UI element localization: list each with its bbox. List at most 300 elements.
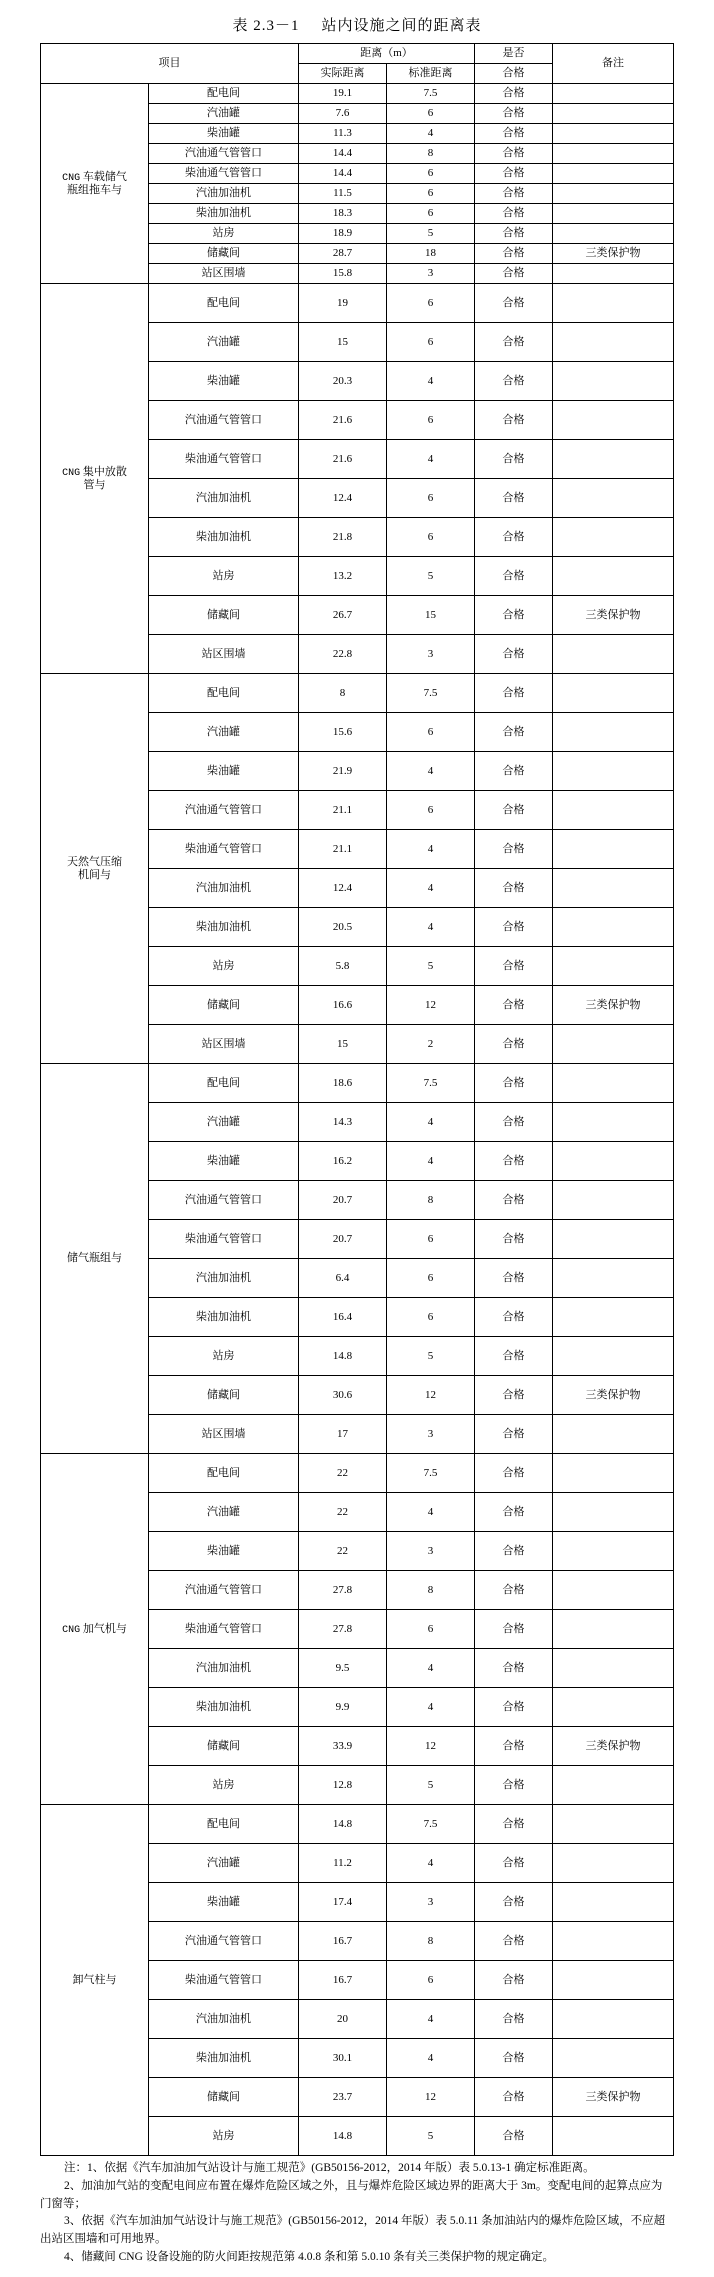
- header-item: 项目: [41, 44, 299, 84]
- cell-facility: 柴油通气管管口: [149, 164, 299, 184]
- cell-facility: 站区围墙: [149, 264, 299, 284]
- cell-standard-distance: 4: [387, 1493, 475, 1532]
- table-row: [41, 284, 674, 323]
- cell-facility: 储藏间: [149, 1376, 299, 1415]
- cell-facility: 站区围墙: [149, 1415, 299, 1454]
- cell-remark: [553, 908, 674, 947]
- cell-standard-distance: 6: [387, 204, 475, 224]
- cell-qualified: 合格: [475, 1649, 553, 1688]
- cell-qualified: 合格: [475, 1493, 553, 1532]
- cell-standard-distance: 6: [387, 791, 475, 830]
- cell-actual-distance: 33.9: [299, 1727, 387, 1766]
- cell-actual-distance: 21.6: [299, 401, 387, 440]
- cell-remark: [553, 1532, 674, 1571]
- cell-actual-distance: 22.8: [299, 635, 387, 674]
- cell-remark: [553, 1883, 674, 1922]
- cell-facility: 汽油加油机: [149, 869, 299, 908]
- table-row: [41, 84, 674, 104]
- header-qualified-1: 是否: [475, 44, 553, 64]
- cell-remark: [553, 1805, 674, 1844]
- cell-remark: 三类保护物: [553, 596, 674, 635]
- cell-actual-distance: 18.9: [299, 224, 387, 244]
- cell-actual-distance: 11.3: [299, 124, 387, 144]
- cell-remark: [553, 1142, 674, 1181]
- cell-facility: 柴油加油机: [149, 1688, 299, 1727]
- cell-standard-distance: 3: [387, 635, 475, 674]
- cell-facility: 汽油罐: [149, 1493, 299, 1532]
- cell-qualified: 合格: [475, 557, 553, 596]
- cell-standard-distance: 12: [387, 2078, 475, 2117]
- cell-remark: [553, 164, 674, 184]
- cell-remark: [553, 323, 674, 362]
- cell-remark: [553, 1454, 674, 1493]
- cell-qualified: 合格: [475, 869, 553, 908]
- cell-standard-distance: 5: [387, 947, 475, 986]
- cell-standard-distance: 3: [387, 1415, 475, 1454]
- cell-facility: 柴油罐: [149, 1142, 299, 1181]
- cell-actual-distance: 15.8: [299, 264, 387, 284]
- cell-actual-distance: 8: [299, 674, 387, 713]
- cell-standard-distance: 6: [387, 284, 475, 323]
- cell-facility: 站区围墙: [149, 1025, 299, 1064]
- cell-actual-distance: 21.1: [299, 830, 387, 869]
- cell-qualified: 合格: [475, 1181, 553, 1220]
- cell-standard-distance: 6: [387, 1259, 475, 1298]
- cell-actual-distance: 21.9: [299, 752, 387, 791]
- cell-actual-distance: 20.3: [299, 362, 387, 401]
- cell-standard-distance: 6: [387, 184, 475, 204]
- cell-qualified: 合格: [475, 164, 553, 184]
- cell-actual-distance: 14.8: [299, 1337, 387, 1376]
- cell-remark: 三类保护物: [553, 1727, 674, 1766]
- cell-actual-distance: 16.2: [299, 1142, 387, 1181]
- cell-actual-distance: 28.7: [299, 244, 387, 264]
- cell-facility: 配电间: [149, 674, 299, 713]
- cell-qualified: 合格: [475, 1415, 553, 1454]
- cell-facility: 柴油加油机: [149, 1298, 299, 1337]
- cell-actual-distance: 9.9: [299, 1688, 387, 1727]
- cell-facility: 柴油加油机: [149, 908, 299, 947]
- cell-remark: [553, 1337, 674, 1376]
- cell-standard-distance: 8: [387, 1571, 475, 1610]
- cell-qualified: 合格: [475, 635, 553, 674]
- cell-qualified: 合格: [475, 1220, 553, 1259]
- cell-standard-distance: 5: [387, 1766, 475, 1805]
- cell-qualified: 合格: [475, 830, 553, 869]
- cell-facility: 汽油罐: [149, 1103, 299, 1142]
- cell-standard-distance: 4: [387, 908, 475, 947]
- cell-standard-distance: 3: [387, 264, 475, 284]
- cell-qualified: 合格: [475, 518, 553, 557]
- cell-remark: [553, 1493, 674, 1532]
- cell-actual-distance: 5.8: [299, 947, 387, 986]
- cell-facility: 柴油罐: [149, 124, 299, 144]
- cell-actual-distance: 14.8: [299, 2117, 387, 2156]
- cell-facility: 站区围墙: [149, 635, 299, 674]
- cell-qualified: 合格: [475, 947, 553, 986]
- cell-remark: [553, 1688, 674, 1727]
- cell-facility: 储藏间: [149, 596, 299, 635]
- cell-standard-distance: 6: [387, 1961, 475, 2000]
- cell-actual-distance: 14.8: [299, 1805, 387, 1844]
- cell-remark: [553, 104, 674, 124]
- cell-facility: 柴油加油机: [149, 2039, 299, 2078]
- cell-facility: 站房: [149, 557, 299, 596]
- cell-standard-distance: 4: [387, 2000, 475, 2039]
- cell-standard-distance: 3: [387, 1532, 475, 1571]
- cell-remark: [553, 1415, 674, 1454]
- cell-actual-distance: 11.2: [299, 1844, 387, 1883]
- cell-remark: [553, 124, 674, 144]
- cell-facility: 柴油罐: [149, 362, 299, 401]
- cell-qualified: 合格: [475, 1805, 553, 1844]
- cell-qualified: 合格: [475, 224, 553, 244]
- cell-qualified: 合格: [475, 1727, 553, 1766]
- cell-remark: [553, 752, 674, 791]
- cell-remark: [553, 518, 674, 557]
- cell-qualified: 合格: [475, 1610, 553, 1649]
- cell-facility: 配电间: [149, 1064, 299, 1103]
- cell-actual-distance: 17: [299, 1415, 387, 1454]
- cell-qualified: 合格: [475, 2078, 553, 2117]
- cell-actual-distance: 21.8: [299, 518, 387, 557]
- cell-facility: 配电间: [149, 284, 299, 323]
- cell-remark: 三类保护物: [553, 2078, 674, 2117]
- cell-qualified: 合格: [475, 84, 553, 104]
- cell-remark: 三类保护物: [553, 244, 674, 264]
- cell-qualified: 合格: [475, 1922, 553, 1961]
- cell-standard-distance: 8: [387, 144, 475, 164]
- cell-qualified: 合格: [475, 1298, 553, 1337]
- cell-qualified: 合格: [475, 1259, 553, 1298]
- cell-actual-distance: 14.4: [299, 144, 387, 164]
- cell-actual-distance: 15.6: [299, 713, 387, 752]
- cell-facility: 汽油加油机: [149, 1649, 299, 1688]
- cell-remark: [553, 2117, 674, 2156]
- group-label: 储气瓶组与: [41, 1064, 149, 1454]
- cell-actual-distance: 15: [299, 323, 387, 362]
- cell-facility: 储藏间: [149, 986, 299, 1025]
- cell-standard-distance: 6: [387, 323, 475, 362]
- cell-facility: 配电间: [149, 84, 299, 104]
- group-label: 天然气压缩 机间与: [41, 674, 149, 1064]
- cell-qualified: 合格: [475, 1025, 553, 1064]
- cell-qualified: 合格: [475, 264, 553, 284]
- cell-standard-distance: 6: [387, 479, 475, 518]
- cell-facility: 配电间: [149, 1454, 299, 1493]
- cell-actual-distance: 11.5: [299, 184, 387, 204]
- cell-remark: [553, 264, 674, 284]
- cell-qualified: 合格: [475, 2117, 553, 2156]
- cell-facility: 汽油加油机: [149, 1259, 299, 1298]
- cell-qualified: 合格: [475, 1064, 553, 1103]
- cell-standard-distance: 4: [387, 124, 475, 144]
- cell-standard-distance: 6: [387, 1220, 475, 1259]
- cell-actual-distance: 16.7: [299, 1961, 387, 2000]
- cell-qualified: 合格: [475, 1103, 553, 1142]
- cell-standard-distance: 8: [387, 1181, 475, 1220]
- cell-qualified: 合格: [475, 323, 553, 362]
- cell-actual-distance: 14.3: [299, 1103, 387, 1142]
- cell-standard-distance: 7.5: [387, 674, 475, 713]
- cell-actual-distance: 20.5: [299, 908, 387, 947]
- cell-actual-distance: 6.4: [299, 1259, 387, 1298]
- cell-qualified: 合格: [475, 752, 553, 791]
- cell-qualified: 合格: [475, 104, 553, 124]
- table-head: [41, 44, 674, 84]
- cell-qualified: 合格: [475, 1571, 553, 1610]
- cell-remark: 三类保护物: [553, 1376, 674, 1415]
- cell-standard-distance: 2: [387, 1025, 475, 1064]
- cell-standard-distance: 5: [387, 2117, 475, 2156]
- cell-actual-distance: 21.1: [299, 791, 387, 830]
- cell-remark: [553, 401, 674, 440]
- cell-facility: 站房: [149, 1766, 299, 1805]
- cell-standard-distance: 6: [387, 1298, 475, 1337]
- cell-remark: [553, 1571, 674, 1610]
- cell-standard-distance: 4: [387, 362, 475, 401]
- cell-facility: 汽油通气管管口: [149, 1922, 299, 1961]
- cell-facility: 汽油通气管管口: [149, 144, 299, 164]
- cell-facility: 汽油罐: [149, 713, 299, 752]
- table-row: [41, 1805, 674, 1844]
- cell-actual-distance: 30.6: [299, 1376, 387, 1415]
- cell-remark: [553, 1766, 674, 1805]
- cell-remark: [553, 869, 674, 908]
- cell-remark: [553, 635, 674, 674]
- cell-remark: [553, 362, 674, 401]
- table-body: [41, 84, 674, 2156]
- cell-remark: [553, 204, 674, 224]
- cell-standard-distance: 7.5: [387, 1805, 475, 1844]
- cell-qualified: 合格: [475, 1532, 553, 1571]
- cell-facility: 汽油通气管管口: [149, 401, 299, 440]
- cell-remark: [553, 674, 674, 713]
- cell-facility: 柴油通气管管口: [149, 440, 299, 479]
- page-title: [40, 14, 674, 35]
- cell-remark: [553, 1103, 674, 1142]
- cell-actual-distance: 20.7: [299, 1181, 387, 1220]
- cell-qualified: 合格: [475, 2000, 553, 2039]
- cell-standard-distance: 4: [387, 1844, 475, 1883]
- title-main: 站内设施之间的距离表: [321, 18, 482, 34]
- cell-facility: 柴油通气管管口: [149, 1610, 299, 1649]
- cell-remark: [553, 84, 674, 104]
- cell-remark: [553, 830, 674, 869]
- cell-actual-distance: 7.6: [299, 104, 387, 124]
- cell-standard-distance: 3: [387, 1883, 475, 1922]
- cell-qualified: 合格: [475, 791, 553, 830]
- cell-remark: [553, 1844, 674, 1883]
- cell-qualified: 合格: [475, 244, 553, 264]
- cell-actual-distance: 13.2: [299, 557, 387, 596]
- cell-actual-distance: 12.8: [299, 1766, 387, 1805]
- cell-qualified: 合格: [475, 1337, 553, 1376]
- cell-facility: 汽油通气管管口: [149, 791, 299, 830]
- table-row: [41, 1454, 674, 1493]
- cell-facility: 汽油通气管管口: [149, 1181, 299, 1220]
- cell-facility: 柴油通气管管口: [149, 1220, 299, 1259]
- cell-qualified: 合格: [475, 908, 553, 947]
- cell-actual-distance: 16.6: [299, 986, 387, 1025]
- cell-remark: [553, 713, 674, 752]
- cell-actual-distance: 16.7: [299, 1922, 387, 1961]
- cell-standard-distance: 12: [387, 1376, 475, 1415]
- cell-remark: [553, 224, 674, 244]
- cell-actual-distance: 20: [299, 2000, 387, 2039]
- cell-qualified: 合格: [475, 713, 553, 752]
- cell-qualified: 合格: [475, 124, 553, 144]
- cell-qualified: 合格: [475, 1961, 553, 2000]
- cell-remark: [553, 791, 674, 830]
- cell-actual-distance: 9.5: [299, 1649, 387, 1688]
- cell-standard-distance: 6: [387, 164, 475, 184]
- cell-facility: 汽油罐: [149, 1844, 299, 1883]
- cell-standard-distance: 5: [387, 224, 475, 244]
- cell-remark: [553, 1220, 674, 1259]
- cell-facility: 站房: [149, 224, 299, 244]
- cell-standard-distance: 4: [387, 869, 475, 908]
- cell-standard-distance: 15: [387, 596, 475, 635]
- cell-actual-distance: 20.7: [299, 1220, 387, 1259]
- header-qualified-2: 合格: [475, 64, 553, 84]
- cell-standard-distance: 4: [387, 830, 475, 869]
- cell-standard-distance: 7.5: [387, 1064, 475, 1103]
- cell-qualified: 合格: [475, 674, 553, 713]
- cell-facility: 汽油通气管管口: [149, 1571, 299, 1610]
- cell-actual-distance: 23.7: [299, 2078, 387, 2117]
- cell-remark: [553, 284, 674, 323]
- cell-facility: 汽油加油机: [149, 2000, 299, 2039]
- cell-standard-distance: 4: [387, 1142, 475, 1181]
- cell-standard-distance: 6: [387, 401, 475, 440]
- cell-standard-distance: 4: [387, 752, 475, 791]
- cell-actual-distance: 17.4: [299, 1883, 387, 1922]
- cell-standard-distance: 7.5: [387, 84, 475, 104]
- cell-standard-distance: 6: [387, 713, 475, 752]
- table-row: [41, 1064, 674, 1103]
- cell-facility: 柴油加油机: [149, 518, 299, 557]
- cell-actual-distance: 16.4: [299, 1298, 387, 1337]
- cell-qualified: 合格: [475, 479, 553, 518]
- table-row: [41, 674, 674, 713]
- cell-qualified: 合格: [475, 2039, 553, 2078]
- cell-actual-distance: 22: [299, 1532, 387, 1571]
- note-line: 4、储藏间 CNG 设备设施的防火间距按规范第 4.0.8 条和第 5.0.10 条有关三类保护物的规定确定。: [64, 2251, 555, 2264]
- note-line: 3、依据《汽车加油加气站设计与施工规范》(GB50156-2012，2014 年版）表 5.0.11 条加油站内的爆炸危险区域，不应超出站区围墙和可用地界。: [40, 2215, 666, 2246]
- cell-actual-distance: 22: [299, 1493, 387, 1532]
- cell-standard-distance: 12: [387, 1727, 475, 1766]
- cell-facility: 储藏间: [149, 1727, 299, 1766]
- cell-qualified: 合格: [475, 1142, 553, 1181]
- header-distance: 距离（m）: [299, 44, 475, 64]
- cell-actual-distance: 14.4: [299, 164, 387, 184]
- cell-facility: 汽油加油机: [149, 479, 299, 518]
- cell-remark: [553, 1025, 674, 1064]
- cell-actual-distance: 19: [299, 284, 387, 323]
- cell-qualified: 合格: [475, 401, 553, 440]
- distance-table: [40, 43, 674, 2156]
- cell-remark: [553, 557, 674, 596]
- cell-facility: 柴油通气管管口: [149, 830, 299, 869]
- cell-facility: 柴油罐: [149, 1883, 299, 1922]
- cell-qualified: 合格: [475, 1454, 553, 1493]
- group-label: CNG 加气机与: [41, 1454, 149, 1805]
- cell-remark: [553, 2039, 674, 2078]
- cell-facility: 柴油加油机: [149, 204, 299, 224]
- cell-qualified: 合格: [475, 440, 553, 479]
- cell-standard-distance: 18: [387, 244, 475, 264]
- cell-actual-distance: 26.7: [299, 596, 387, 635]
- cell-standard-distance: 4: [387, 1103, 475, 1142]
- cell-standard-distance: 5: [387, 1337, 475, 1376]
- cell-facility: 汽油加油机: [149, 184, 299, 204]
- cell-actual-distance: 12.4: [299, 479, 387, 518]
- notes-block: [40, 2160, 673, 2267]
- cell-standard-distance: 5: [387, 557, 475, 596]
- cell-actual-distance: 30.1: [299, 2039, 387, 2078]
- note-line: 2、加油加气站的变配电间应布置在爆炸危险区域之外，且与爆炸危险区域边界的距离大于 3m。变配电间的起算点应为门窗等；: [40, 2179, 663, 2210]
- table-header-row-1: [41, 44, 674, 64]
- cell-actual-distance: 27.8: [299, 1610, 387, 1649]
- cell-facility: 站房: [149, 947, 299, 986]
- cell-qualified: 合格: [475, 184, 553, 204]
- group-label: CNG 车载储气 瓶组拖车与: [41, 84, 149, 284]
- cell-standard-distance: 4: [387, 2039, 475, 2078]
- cell-facility: 汽油罐: [149, 104, 299, 124]
- cell-qualified: 合格: [475, 144, 553, 164]
- cell-actual-distance: 15: [299, 1025, 387, 1064]
- cell-standard-distance: 6: [387, 1610, 475, 1649]
- cell-facility: 柴油罐: [149, 1532, 299, 1571]
- cell-standard-distance: 4: [387, 1649, 475, 1688]
- cell-remark: [553, 947, 674, 986]
- header-standard: 标准距离: [387, 64, 475, 84]
- cell-facility: 柴油通气管管口: [149, 1961, 299, 2000]
- cell-facility: 汽油罐: [149, 323, 299, 362]
- cell-remark: [553, 1922, 674, 1961]
- cell-remark: [553, 479, 674, 518]
- header-actual: 实际距离: [299, 64, 387, 84]
- header-remark: 备注: [553, 44, 674, 84]
- cell-actual-distance: 19.1: [299, 84, 387, 104]
- cell-remark: [553, 144, 674, 164]
- cell-actual-distance: 21.6: [299, 440, 387, 479]
- group-label: 卸气柱与: [41, 1805, 149, 2156]
- cell-actual-distance: 27.8: [299, 1571, 387, 1610]
- cell-remark: [553, 1961, 674, 2000]
- cell-remark: [553, 440, 674, 479]
- cell-qualified: 合格: [475, 986, 553, 1025]
- cell-remark: [553, 1610, 674, 1649]
- cell-standard-distance: 7.5: [387, 1454, 475, 1493]
- cell-remark: [553, 184, 674, 204]
- cell-actual-distance: 22: [299, 1454, 387, 1493]
- cell-facility: 柴油罐: [149, 752, 299, 791]
- cell-actual-distance: 12.4: [299, 869, 387, 908]
- cell-qualified: 合格: [475, 1688, 553, 1727]
- note-line: 注：1、依据《汽车加油加气站设计与施工规范》(GB50156-2012，2014 年版）表 5.0.13-1 确定标准距离。: [64, 2162, 595, 2174]
- cell-qualified: 合格: [475, 596, 553, 635]
- cell-remark: [553, 1181, 674, 1220]
- cell-qualified: 合格: [475, 362, 553, 401]
- cell-facility: 站房: [149, 1337, 299, 1376]
- cell-qualified: 合格: [475, 284, 553, 323]
- cell-standard-distance: 6: [387, 518, 475, 557]
- cell-actual-distance: 18.3: [299, 204, 387, 224]
- cell-qualified: 合格: [475, 1883, 553, 1922]
- title-prefix: 表 2.3－1: [232, 18, 300, 34]
